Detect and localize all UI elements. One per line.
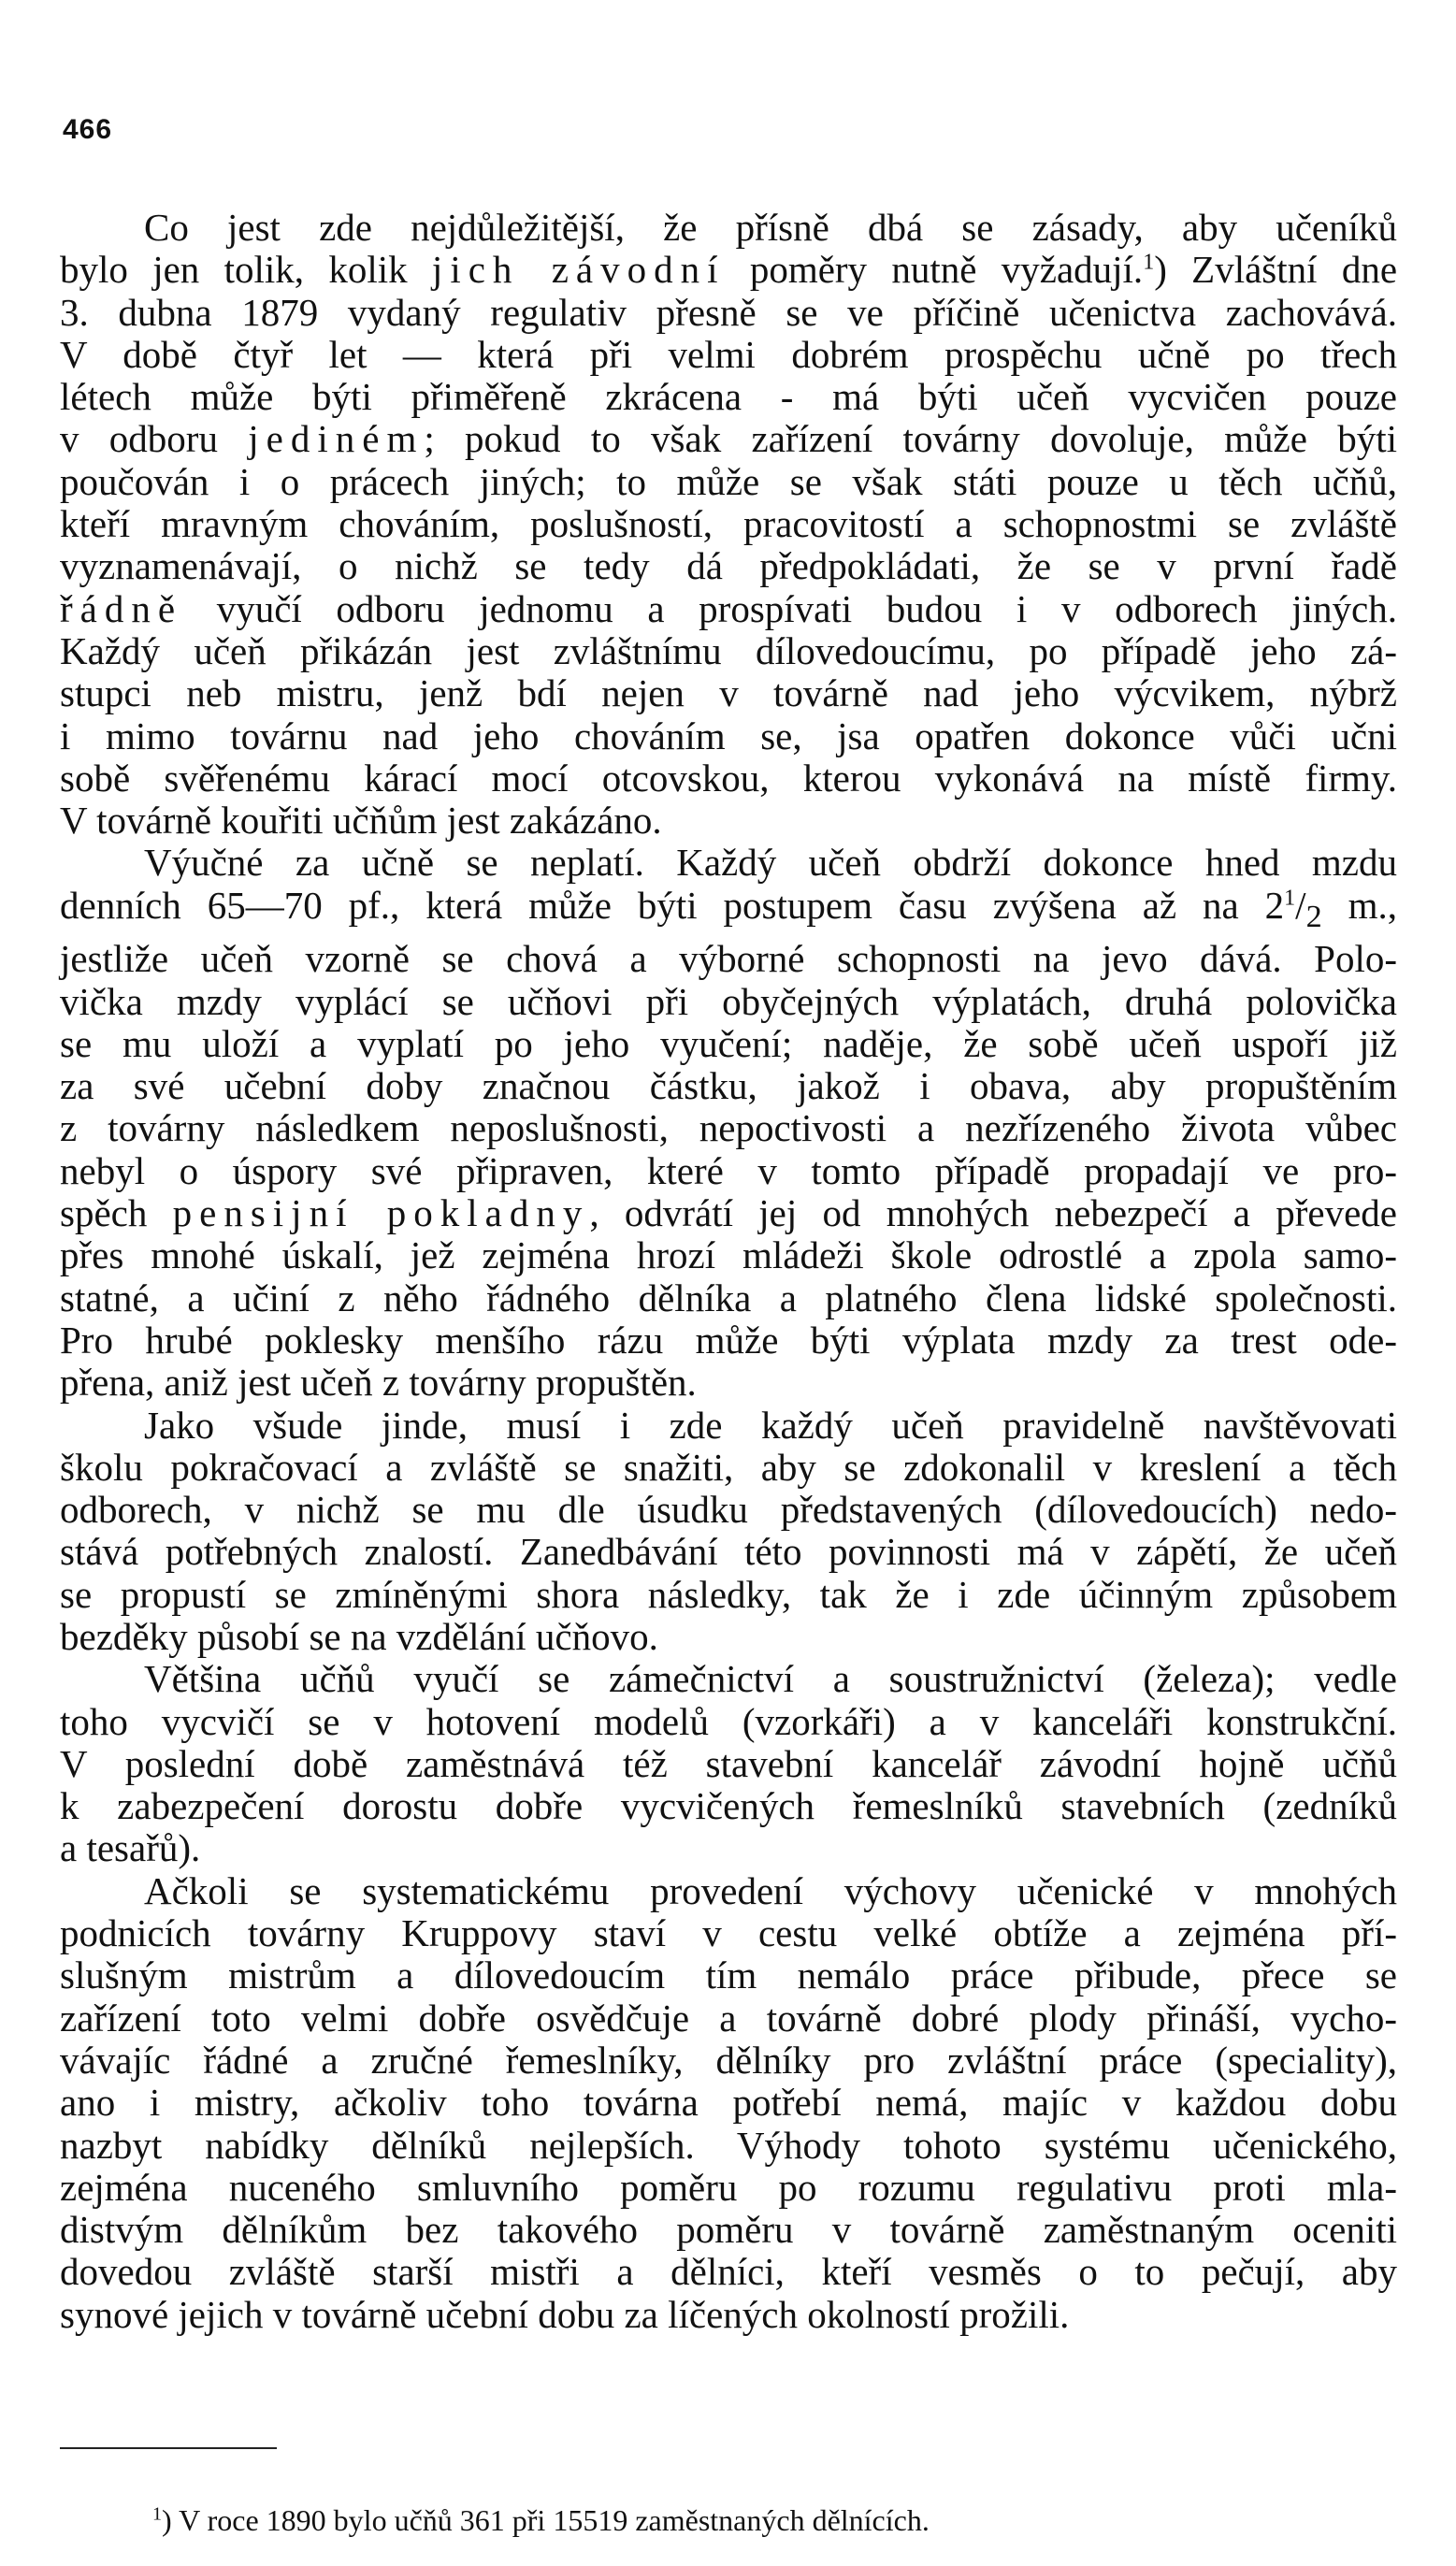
text-line: sobě svěřenému kárací mocí otcovskou, kterou vykonává na místě firmy. <box>60 756 1397 800</box>
text-line: jestliže učeň vzorně se chová a výborné schopnosti na jevo dává. Polo- <box>60 937 1397 981</box>
text-line: V poslední době zaměstnává též stavební kancelář závodní hojně učňů <box>60 1741 1397 1785</box>
fraction-denominator: 2 <box>1305 899 1322 934</box>
text-line: z továrny následkem neposlušnosti, nepoctivosti a nezřízeného života vůbec <box>60 1106 1397 1150</box>
spaced-emphasis: řádně <box>60 586 183 630</box>
fraction-numerator: 1 <box>1284 886 1296 911</box>
text-line: přena, aniž jest učeň z továrny propuštěn. <box>60 1361 697 1405</box>
text-line: vyznamenávají, o nichž se tedy dá předpokládati, že se v první řadě <box>60 544 1397 588</box>
text-line: a tesařů). <box>60 1826 201 1870</box>
text-line: synové jejich v továrně učební dobu za líčených okolností prožili. <box>60 2292 1070 2336</box>
text-line: podnicích továrny Kruppovy staví v cestu velké obtíže a zejména pří- <box>60 1911 1397 1955</box>
text-line: Většina učňů vyučí se zámečnictví a soustružnictví (železa); vedle <box>144 1657 1397 1701</box>
text-line: V době čtyř let — která při velmi dobrém prospěchu učně po třech <box>60 332 1397 376</box>
text-line: odborech, v nichž se mu dle úsudku představených (dílovedoucích) nedo- <box>60 1488 1397 1532</box>
text-line: i mimo továrnu nad jeho chováním se, jsa opatřen dokonce vůči učni <box>60 714 1397 757</box>
text-line: dovedou zvláště starší mistři a dělníci, kteří vesměs o to pečují, aby <box>60 2250 1397 2294</box>
text-line: v odboru jediném; pokud to však zařízení továrny dovoluje, může býti <box>60 417 1398 461</box>
text-line: nazbyt nabídky dělníků nejlepších. Výhody tohoto systému učenického, <box>60 2123 1397 2167</box>
text-line: distvým dělníkům bez takového poměru v továrně zaměstnaným oceniti <box>60 2208 1397 2252</box>
text-line: toho vycvičí se v hotovení modelů (vzorkáři) a v kanceláři konstrukční. <box>60 1699 1397 1743</box>
text-line: Co jest zde nejdůležitější, že přísně dbá se zásady, aby učeníků <box>144 206 1397 249</box>
text-line: se propustí se zmíněnými shora následky, tak že i zde účinným způsobem <box>60 1572 1397 1616</box>
text-line: poučován i o prácech jiných; to může se však státi pouze u těch učňů, <box>60 459 1397 503</box>
text-line: se mu uloží a vyplatí po jeho vyučení; naděje, že sobě učeň uspoří již <box>60 1021 1397 1065</box>
text-line: Každý učeň přikázán jest zvláštnímu dílovedoucímu, po případě jeho zá- <box>60 628 1397 672</box>
text-line: přes mnohé úskalí, jež zejména hrozí mládeži škole odrostlé a zpola samo- <box>60 1233 1397 1277</box>
text-line: V továrně kouřiti učňům jest zakázáno. <box>60 799 662 843</box>
text-line: Výučné za učně se neplatí. Každý učeň obdrží dokonce hned mzdu <box>144 841 1397 885</box>
text-line: Ačkoli se systematickému provedení výchovy učenické v mnohých <box>144 1868 1397 1912</box>
text-line: 3. dubna 1879 vydaný regulativ přesně se ve příčině učenictva zachovává. <box>60 290 1397 334</box>
text-line: vávajíc řádné a zručné řemeslníky, dělníky pro zvláštní práce (speciality), <box>60 2038 1397 2082</box>
body-text <box>60 207 1397 2336</box>
text-line: k zabezpečení dorostu dobře vycvičených řemeslníků stavebních (zedníků <box>60 1784 1397 1828</box>
text-line: Jako všude jinde, musí i zde každý učeň pravidelně navštěvovati <box>144 1403 1397 1447</box>
text-line: denních 65—70 pf., která může býti postupem času zvýšena až na $2^1/_2$ m., <box>60 883 1397 934</box>
footnote-reference: 1 <box>1143 250 1155 275</box>
text-line: stává potřebných znalostí. Zanedbávání této povinnosti má v zápětí, že učeň <box>60 1530 1397 1574</box>
text-line: zejména nuceného smluvního poměru po rozumu regulativu proti mla- <box>60 2165 1397 2209</box>
text-line: zařízení toto velmi dobře osvědčuje a továrně dobré plody přináší, vycho- <box>60 1996 1397 2040</box>
spaced-emphasis: jich závodní <box>431 248 726 292</box>
page-number: 466 <box>63 114 113 145</box>
text-line: školu pokračovací a zvláště se snažiti, aby se zdokonalil v kreslení a těch <box>60 1445 1397 1489</box>
spaced-emphasis: pensijní pokladny <box>172 1191 590 1235</box>
footnote-text: ) V roce 1890 bylo učňů 361 při 15519 zaměstnaných dělnících. <box>162 2503 930 2537</box>
text-line: kteří mravným chováním, poslušností, pracovitostí a schopnostmi se zvláště <box>60 502 1397 546</box>
footnote-marker: 1 <box>152 2503 162 2525</box>
spaced-emphasis: jediném <box>248 417 425 461</box>
text-line: ano i mistry, ačkoliv toho továrna potřebí nemá, majíc v každou dobu <box>60 2081 1397 2125</box>
text-line: spěch pensijní pokladny, odvrátí jej od mnohých nebezpečí a převede <box>60 1191 1398 1235</box>
text-line: slušným mistrům a dílovedoucím tím nemálo práce přibude, přece se <box>60 1953 1397 1997</box>
text-line: statné, a učiní z něho řádného dělníka a platného člena lidské společnosti. <box>60 1276 1397 1319</box>
text-line: nebyl o úspory své připraven, které v tomto případě propadají ve pro- <box>60 1148 1397 1192</box>
text-line: bylo jen tolik, kolik jich závodní poměry nutně vyžadují.$^1$) Zvláštní dne <box>60 248 1398 292</box>
text-line: za své učební doby značnou částku, jakož i obava, aby propuštěním <box>60 1064 1397 1108</box>
text-line: vička mzdy vyplácí se učňovi při obyčejných výplatách, druhá polovička <box>60 979 1397 1023</box>
text-line: bezděky působí se na vzdělání učňovo. <box>60 1614 658 1658</box>
text-line: řádně vyučí odboru jednomu a prospívati budou i v odborech jiných. <box>60 586 1397 630</box>
text-line: Pro hrubé poklesky menšího rázu může býti výplata mzdy za trest ode- <box>60 1318 1397 1362</box>
text-line: létech může býti přiměřeně zkrácena - má býti učeň vycvičen pouze <box>60 375 1397 419</box>
footnote-divider <box>60 2447 277 2449</box>
text-line: stupci neb mistru, jenž bdí nejen v továrně nad jeho výcvikem, nýbrž <box>60 671 1397 715</box>
footnote <box>152 2503 930 2537</box>
